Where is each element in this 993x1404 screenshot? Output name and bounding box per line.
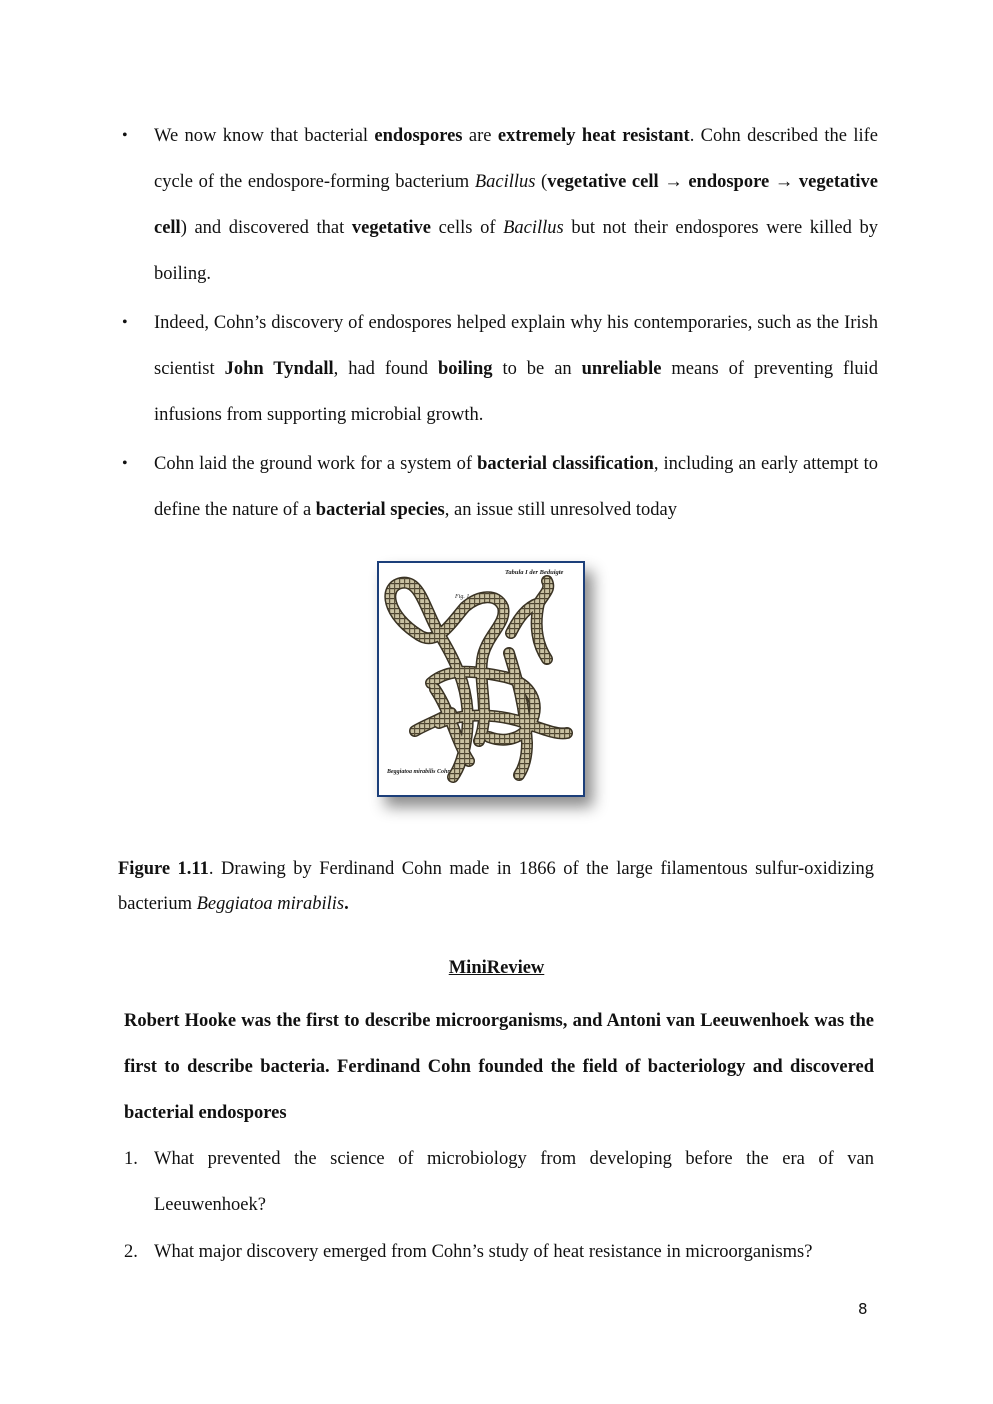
- question-item: [124, 1229, 874, 1275]
- bullet-text-segment: , an issue still unresolved today: [444, 500, 677, 520]
- bullet-text-segment: unreliable: [581, 359, 662, 379]
- bullet-text-segment: , had found: [333, 359, 438, 379]
- bullet-text-segment: vegetative cell → endospore → vegetative cell: [154, 172, 878, 238]
- bullet-text-segment: . Cohn described the life cycle of the endospore-forming bacterium: [154, 126, 879, 192]
- bullet-item: [118, 300, 878, 438]
- question-number: 2.: [124, 1242, 138, 1262]
- bullet-dot-icon: •: [122, 127, 128, 144]
- bullet-text-segment: but not their endospores were killed by boiling.: [154, 218, 878, 284]
- page-number: 8: [858, 1300, 868, 1318]
- bullet-text-segment: John Tyndall: [224, 359, 334, 379]
- bullet-text-segment: endospores: [374, 126, 463, 146]
- bullet-text: [154, 454, 878, 520]
- bullet-text: [154, 313, 878, 425]
- question-text: What prevented the science of microbiology from developing before the era of van Leeuwenhoek?: [154, 1149, 874, 1215]
- beggiatoa-drawing: [379, 563, 583, 795]
- figure-frame: [377, 561, 585, 797]
- bullet-text-segment: cells of: [430, 218, 504, 238]
- bullet-text-segment: bacterial species: [315, 500, 445, 520]
- bullet-text-segment: Indeed, Cohn’s discovery of endospores helped explain why his contemporaries, such as the Irish scientist: [154, 313, 878, 379]
- minireview-summary: Robert Hooke was the first to describe microorganisms, and Antoni van Leeuwenhoek was the first to describe bacteria. Ferdinand Cohn founded the field of bacteriology and discovered bacterial endospores: [124, 1011, 874, 1123]
- bullet-text-segment: Bacillus: [474, 172, 536, 192]
- caption-species: Beggiatoa mirabilis: [196, 894, 345, 914]
- minireview-title: MiniReview: [448, 958, 545, 978]
- bullet-dot-icon: •: [122, 314, 128, 331]
- bullet-text-segment: ) and discovered that: [180, 218, 352, 238]
- question-number: 1.: [124, 1149, 138, 1169]
- bullet-text-segment: vegetative: [351, 218, 431, 238]
- question-text: What major discovery emerged from Cohn’s study of heat resistance in microorganisms?: [154, 1242, 813, 1262]
- bullet-text: [154, 126, 878, 284]
- bullet-text-segment: , including an early attempt to define the nature of a: [154, 454, 878, 520]
- figure: [377, 561, 585, 797]
- fig-label: Fig. 1: [455, 594, 470, 600]
- bullet-item: [118, 441, 878, 533]
- bullet-text-segment: extremely heat resistant: [497, 126, 690, 146]
- caption-label: Figure 1.11: [118, 859, 209, 879]
- bullet-item: [118, 113, 878, 297]
- bullet-text-segment: means of preventing fluid infusions from supporting microbial growth.: [154, 359, 878, 425]
- species-label: Beggiatoa mirabilis Cohn.: [387, 769, 453, 775]
- bullet-list: [118, 113, 878, 536]
- bullet-text-segment: to be an: [492, 359, 582, 379]
- plate-header: Tabula I der Beduigte: [505, 569, 564, 576]
- caption-end: .: [344, 894, 349, 914]
- question-list: [124, 1136, 874, 1276]
- bullet-text-segment: (: [535, 172, 548, 192]
- bullet-text-segment: are: [462, 126, 498, 146]
- caption-text: . Drawing by Ferdinand Cohn made in 1866 of the large filamentous sulfur-oxidizing bacterium: [118, 859, 875, 914]
- bullet-text-segment: boiling: [437, 359, 493, 379]
- bullet-dot-icon: •: [122, 455, 128, 472]
- filaments: [390, 581, 567, 777]
- question-item: [124, 1136, 874, 1228]
- bullet-text-segment: Cohn laid the ground work for a system of: [154, 454, 478, 474]
- bullet-text-segment: bacterial classification: [477, 454, 654, 474]
- figure-caption: [118, 852, 874, 922]
- bullet-text-segment: We now know that bacterial: [154, 126, 375, 146]
- bullet-text-segment: Bacillus: [503, 218, 564, 238]
